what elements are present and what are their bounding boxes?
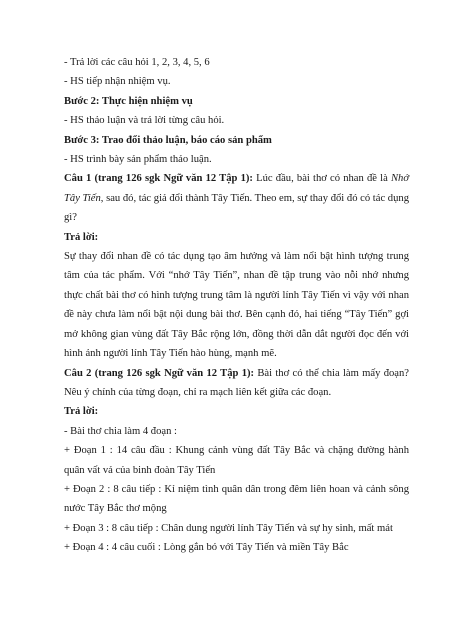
question-2 (64, 364, 409, 403)
document-content (64, 53, 409, 558)
question-label: Câu 1 (trang 126 sgk Ngữ văn 12 Tập 1): (64, 173, 253, 185)
step-heading: Bước 2: Thực hiện nhiệm vụ (64, 95, 193, 107)
task-line: - HS trình bày sản phẩm thảo luận. (64, 154, 212, 166)
answer-line: + Đoạn 3 : 8 câu tiếp : Chân dung người lính Tây Tiến và sự hy sinh, mất mát (64, 522, 393, 534)
question-label: Câu 2 (trang 126 sgk Ngữ văn 12 Tập 1): (64, 367, 255, 379)
answer-label: Trả lời: (64, 231, 99, 243)
answer-line: + Đoạn 4 : 4 câu cuối : Lòng gắn bó với Tây Tiến và miền Tây Bắc (64, 542, 349, 554)
question-1 (64, 169, 409, 227)
task-line: - HS tiếp nhận nhiệm vụ. (64, 76, 171, 88)
answer-line: + Đoạn 1 : 14 câu đầu : Khung cảnh vùng đất Tây Bắc và chặng đường hành quân vất vả của binh đoàn Tây Tiến (64, 445, 409, 476)
answer-line: - Bài thơ chia làm 4 đoạn : (64, 425, 177, 437)
task-line: - Trả lời các câu hỏi 1, 2, 3, 4, 5, 6 (64, 57, 210, 68)
task-line: - HS thảo luận và trả lời từng câu hỏi. (64, 115, 225, 127)
poem-title: Nhớ Tây Tiến (64, 173, 409, 204)
answer-line: + Đoạn 2 : 8 câu tiếp : Kỉ niệm tình quân dân trong đêm liên hoan và cảnh sông nước Tây Bắc thơ mộng (64, 483, 409, 515)
step-heading: Bước 3: Trao đổi thảo luận, báo cáo sản phẩm (64, 134, 272, 146)
answer-text: Sự thay đổi nhan đề có tác dụng tạo âm hưởng và làm nổi bật hình tượng trung tâm của tác phẩm. Với “nhớ Tây Tiến”, nhan đề tập trung vào nỗi nhớ nhưng thực chất bài thơ có hình tượng trung tâm là người lính Tây Tiến vì vậy với nhan đề này chưa làm nổi bật nội dung bài thơ. Bên cạnh đó, hai tiếng “Tây Tiến” gợi mở không gian vùng đất Tây Bắc rộng lớn, đồng thời dẫn dắt người đọc đến với hình ảnh người lính Tây Tiến hào hùng, mạnh mẽ. (64, 251, 409, 360)
question-text: Bài thơ có thể chia làm mấy đoạn? Nêu ý chính của từng đoạn, chỉ ra mạch liên kết giữa các đoạn. (64, 367, 409, 398)
question-text: , sau đó, tác giả đổi thành Tây Tiến. Theo em, sự thay đổi đó có tác dụng gì? (64, 192, 409, 224)
answer-label: Trả lời: (64, 406, 99, 418)
question-text: Lúc đầu, bài thơ có nhan đề là (252, 173, 391, 185)
